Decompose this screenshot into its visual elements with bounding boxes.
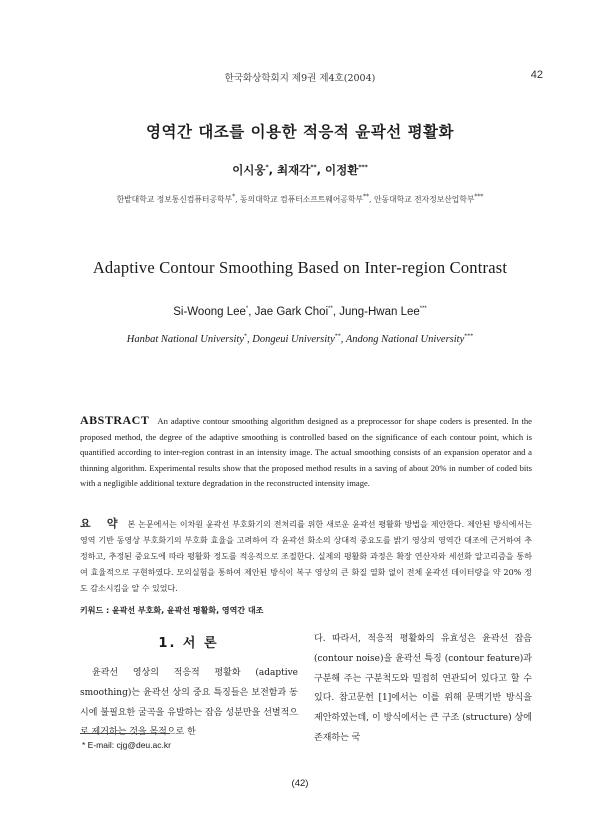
keywords: 키워드 : 윤곽선 부호화, 윤곽선 평활화, 영역간 대조 bbox=[80, 606, 264, 615]
affiliation-name: Andong National University bbox=[345, 334, 465, 345]
author-name: 이정환 bbox=[325, 163, 359, 177]
author-mark: ** bbox=[328, 306, 333, 313]
affiliation-mark: *** bbox=[464, 333, 474, 340]
abstract-heading: ABSTRACT bbox=[80, 413, 150, 427]
affiliation-separator: , bbox=[369, 195, 374, 204]
korean-title: 영역간 대조를 이용한 적응적 윤곽선 평활화 bbox=[146, 123, 454, 141]
author-separator: , bbox=[316, 163, 326, 177]
author-name: Jung-Hwan Lee bbox=[339, 306, 420, 318]
affiliation-separator: , bbox=[340, 334, 346, 345]
affiliation-name: Dongeui University bbox=[252, 334, 335, 345]
english-authors bbox=[0, 306, 600, 318]
running-head: 한국화상학회지 제9권 제4호(2004) bbox=[224, 73, 376, 84]
author-separator: , bbox=[248, 306, 255, 318]
body-text-right-column: 다. 따라서, 적응적 평활화의 유효성은 윤곽선 잡음 (contour noise)을 윤곽선 특징 (contour feature)과 구분해 주는 구분척도와 밀접히 연관되어 있다고 할 수 있다. 참고문헌 [1]에서는 이를 위해 문맥기반 방식을 제안하였는데, 이 방식에서는 큰 구조 (structure) 상에 존재하는 국 bbox=[314, 634, 532, 743]
affiliation-mark: * bbox=[243, 333, 247, 340]
author-name: Jae Gark Choi bbox=[254, 306, 329, 318]
korean-authors bbox=[0, 162, 600, 178]
footnote: * E-mail: cjg@deu.ac.kr bbox=[82, 740, 171, 750]
english-title: Adaptive Contour Smoothing Based on Inter-region Contrast bbox=[92, 258, 508, 277]
author-mark: ** bbox=[310, 164, 317, 172]
footer-page-number: (42) bbox=[291, 778, 309, 789]
affiliation-name: 한밭대학교 정보통신컴퓨터공학부 bbox=[116, 195, 233, 204]
abstract bbox=[80, 413, 532, 492]
affiliation-separator: , bbox=[235, 195, 241, 204]
english-affiliations bbox=[0, 334, 600, 345]
author-name: 이시웅 bbox=[232, 163, 266, 177]
author-separator: , bbox=[268, 163, 278, 177]
author-name: 최재각 bbox=[277, 163, 311, 177]
affiliation-name: 동의대학교 컴퓨터소프트웨어공학부 bbox=[240, 195, 364, 204]
affiliation-mark: ** bbox=[334, 333, 341, 340]
author-mark: *** bbox=[419, 306, 427, 313]
abstract-text: An adaptive contour smoothing algorithm designed as a preprocessor for shape coders is presented. In the proposed method, the degree of the adaptive smoothing is controlled based on the significance of each contour point, which is quantified according to inter-region contrast in an intensity image. The actual smoothing consists of an expansion operator and a thinning algorithm. Experimental results show that the proposed method results in a saving of about 20% in number of coded bits with a negligible additional texture degradation in the reconstructed intensity image. bbox=[80, 416, 532, 489]
affiliation-mark: * bbox=[232, 193, 236, 201]
page-number: 42 bbox=[530, 69, 543, 81]
korean-abstract-text: 본 논문에서는 이차원 윤곽선 부호화기의 전처리를 위한 새로운 윤곽선 평활화 방법을 제안한다. 제안된 방식에서는 영역 기반 동영상 부호화기의 부호화 효율을 고려하여 각 윤곽선 화소의 상대적 중요도를 밝기 영상의 영역간 대조에 근거하여 추정하고, 추정된 중요도에 따라 평활화 정도를 적응적으로 조절한다. 실제의 평활화 과정은 확장 연산자와 세선화 알고리즘을 통하여 효율적으로 구현하였다. 모의실험을 통하여 제안된 방식이 복구 영상의 큰 화질 열화 없이 전체 윤곽선 데이터량을 약 20% 정도 감소시킴을 알 수 있었다. bbox=[80, 520, 532, 593]
body-text-left-column: 윤곽선 영상의 적응적 평활화 (adaptive smoothing)는 윤곽선 상의 중요 특징들은 보전함과 동시에 불필요한 굴곡을 유발하는 잡음 성분만을 선별적으로 제거하는 것을 목적으로 한 bbox=[80, 668, 298, 738]
affiliation-separator: , bbox=[246, 334, 253, 345]
affiliation-name: Hanbat National University bbox=[126, 334, 244, 345]
affiliation-name: 안동대학교 전자정보산업학부 bbox=[374, 195, 475, 204]
korean-abstract-heading: 요 약 bbox=[80, 517, 124, 530]
author-mark: * bbox=[245, 306, 249, 313]
section-title: 1. 서 론 bbox=[158, 636, 219, 651]
author-name: Si-Woong Lee bbox=[173, 306, 246, 318]
author-mark: * bbox=[265, 164, 269, 172]
author-separator: , bbox=[332, 306, 340, 318]
korean-affiliations bbox=[0, 194, 600, 205]
affiliation-mark: ** bbox=[363, 193, 370, 201]
footnote-divider bbox=[80, 733, 170, 734]
affiliation-mark: *** bbox=[474, 193, 484, 201]
korean-abstract bbox=[80, 516, 532, 597]
author-mark: *** bbox=[358, 164, 368, 172]
